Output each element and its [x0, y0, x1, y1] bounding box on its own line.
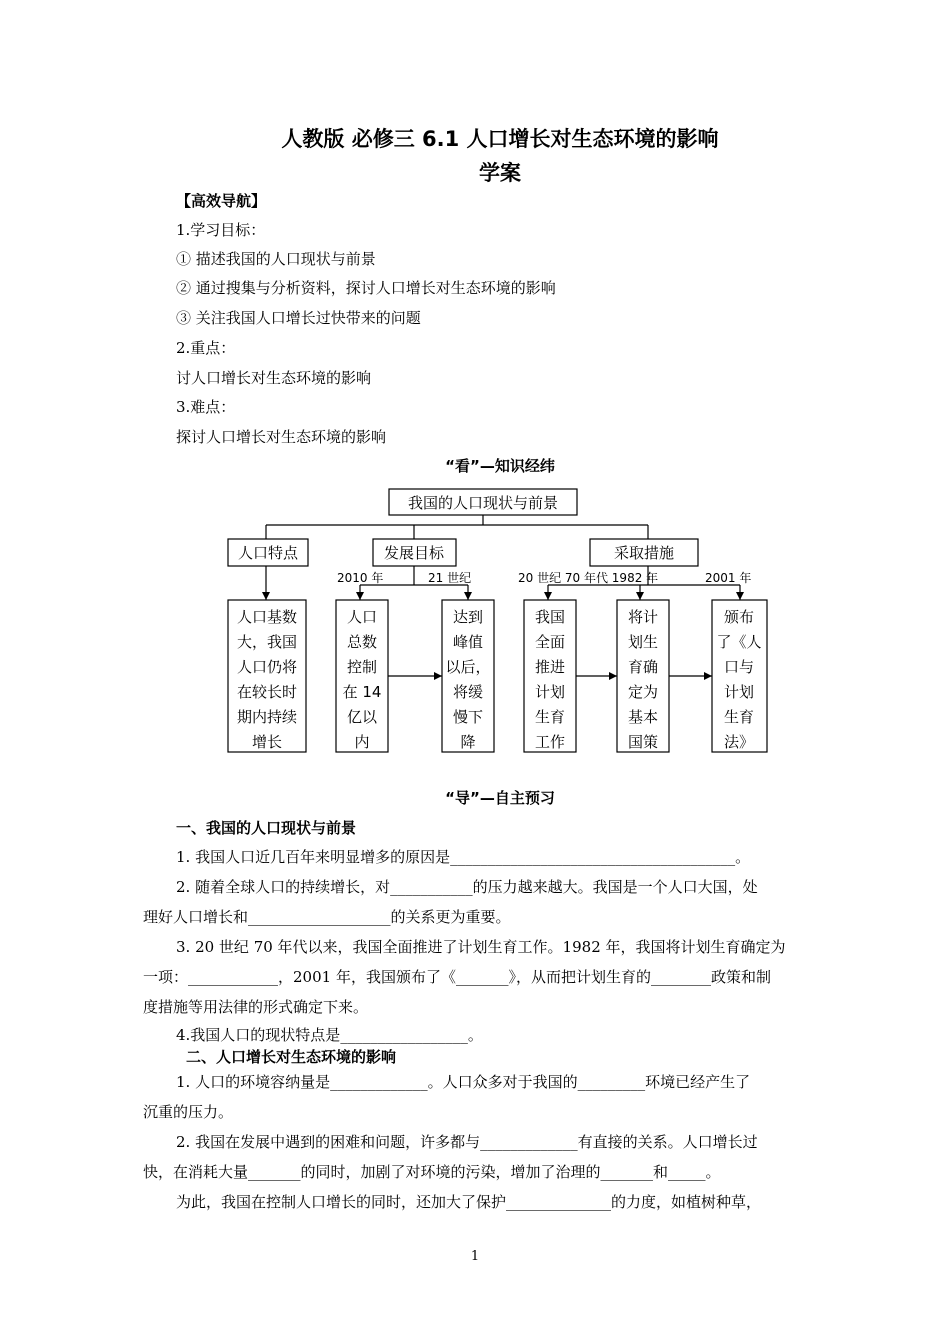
branch-label: 人口特点: [237, 544, 299, 562]
time-label: 21 世纪: [428, 571, 472, 585]
question-2-3: 为此，我国在控制人口增长的同时，还加大了保护______________的力度，如植树种草，: [176, 1193, 762, 1211]
goal-item: ③ 关注我国人口增长过快带来的问题: [176, 309, 421, 327]
question-1-1: 1. 我国人口近几百年来明显增多的原因是______________________________________。: [176, 848, 751, 866]
page-number: 1: [470, 1249, 480, 1264]
content-box-line: 国策: [627, 733, 659, 751]
question-1-3: 3. 20 世纪 70 年代以来，我国全面推进了计划生育工作。1982 年，我国将计划生育确定为: [176, 938, 786, 956]
branch-label: 采取措施: [613, 544, 675, 562]
content-box-line: 人口: [346, 608, 378, 626]
question-1-3-cont: 一项：____________，2001 年，我国颁布了《_______》，从而把计划生育的________政策和制: [143, 968, 772, 986]
content-box-line: 将缓: [452, 683, 484, 701]
content-box-line: 工作: [534, 733, 566, 751]
content-box-line: 划生: [627, 633, 659, 651]
question-2-1: 1. 人口的环境容纳量是_____________。人口众多对于我国的_________环境已经产生了: [176, 1073, 751, 1091]
content-box-line: 基本: [627, 708, 659, 726]
time-label: 2001 年: [705, 571, 752, 585]
content-box-line: 生育: [723, 708, 755, 726]
content-box-line: 将计: [627, 608, 659, 626]
content-box-line: 口与: [723, 658, 755, 676]
part2-heading: 二、人口增长对生态环境的影响: [186, 1048, 397, 1066]
question-2-1-cont: 沉重的压力。: [143, 1103, 234, 1121]
content-box-line: 在 14: [342, 683, 382, 701]
content-box-line: 增长: [251, 733, 283, 751]
content-box-line: 了《人: [716, 633, 762, 651]
content-box-line: 推进: [534, 658, 566, 676]
content-box-line: 人口基数: [236, 608, 298, 626]
document-subtitle: 学案: [479, 161, 521, 185]
content-box-line: 期内持续: [236, 708, 298, 726]
document-title: 人教版 必修三 6.1 人口增长对生态环境的影响: [281, 127, 719, 151]
content-box-line: 慢下: [452, 708, 484, 726]
key-label: 2.重点：: [176, 339, 236, 357]
content-box-line: 育确: [627, 658, 659, 676]
branch-label: 发展目标: [383, 544, 445, 562]
content-box-line: 人口仍将: [236, 658, 298, 676]
content-box-line: 生育: [534, 708, 566, 726]
content-box-line: 降: [460, 733, 476, 751]
goal-item: ② 通过搜集与分析资料，探讨人口增长对生态环境的影响: [176, 279, 556, 297]
part1-heading: 一、我国的人口现状与前景: [176, 819, 357, 837]
key-text: 讨人口增长对生态环境的影响: [176, 369, 372, 387]
question-1-2: 2. 随着全球人口的持续增长，对___________的压力越来越大。我国是一个人口大国，处: [176, 878, 758, 896]
content-box-line: 颁布: [723, 608, 755, 626]
content-box-line: 控制: [346, 658, 378, 676]
section-guide-heading: “导”—自主预习: [445, 789, 555, 807]
content-box-line: 我国: [534, 608, 566, 626]
content-box-line: 计划: [723, 683, 755, 701]
question-1-4: 4.我国人口的现状特点是_________________。: [176, 1026, 483, 1044]
content-box-line: 定为: [627, 683, 659, 701]
content-box-line: 亿以: [346, 708, 378, 726]
diagram-root-label: 我国的人口现状与前景: [407, 494, 559, 512]
question-2-2: 2. 我国在发展中遇到的困难和问题，许多都与_____________有直接的关系。人口增长过: [176, 1133, 758, 1151]
question-2-2-cont: 快，在消耗大量_______的同时，加剧了对环境的污染，增加了治理的_______和_____。: [143, 1163, 721, 1181]
question-1-3-end: 度措施等用法律的形式确定下来。: [143, 998, 369, 1016]
section-look-heading: “看”—知识经纬: [445, 457, 555, 475]
content-box-line: 峰值: [452, 633, 484, 651]
time-label: 20 世纪 70 年代 1982 年: [518, 571, 659, 585]
content-box-line: 计划: [534, 683, 566, 701]
content-box-line: 大，我国: [236, 633, 298, 651]
content-box-line: 以后，: [445, 658, 491, 676]
question-1-2-cont: 理好人口增长和___________________的关系更为重要。: [143, 908, 511, 926]
difficult-label: 3.难点：: [176, 398, 236, 416]
content-box-line: 在较长时: [236, 683, 298, 701]
content-box-line: 内: [354, 733, 370, 751]
difficult-text: 探讨人口增长对生态环境的影响: [176, 428, 387, 446]
content-box-line: 全面: [534, 633, 566, 651]
goals-label: 1.学习目标：: [176, 221, 266, 239]
content-box-line: 总数: [346, 633, 378, 651]
content-box-line: 达到: [452, 608, 484, 626]
content-box-line: 法》: [723, 733, 755, 751]
goal-item: ① 描述我国的人口现状与前景: [176, 250, 376, 268]
time-label: 2010 年: [337, 571, 384, 585]
guide-heading: 【高效导航】: [176, 192, 267, 210]
